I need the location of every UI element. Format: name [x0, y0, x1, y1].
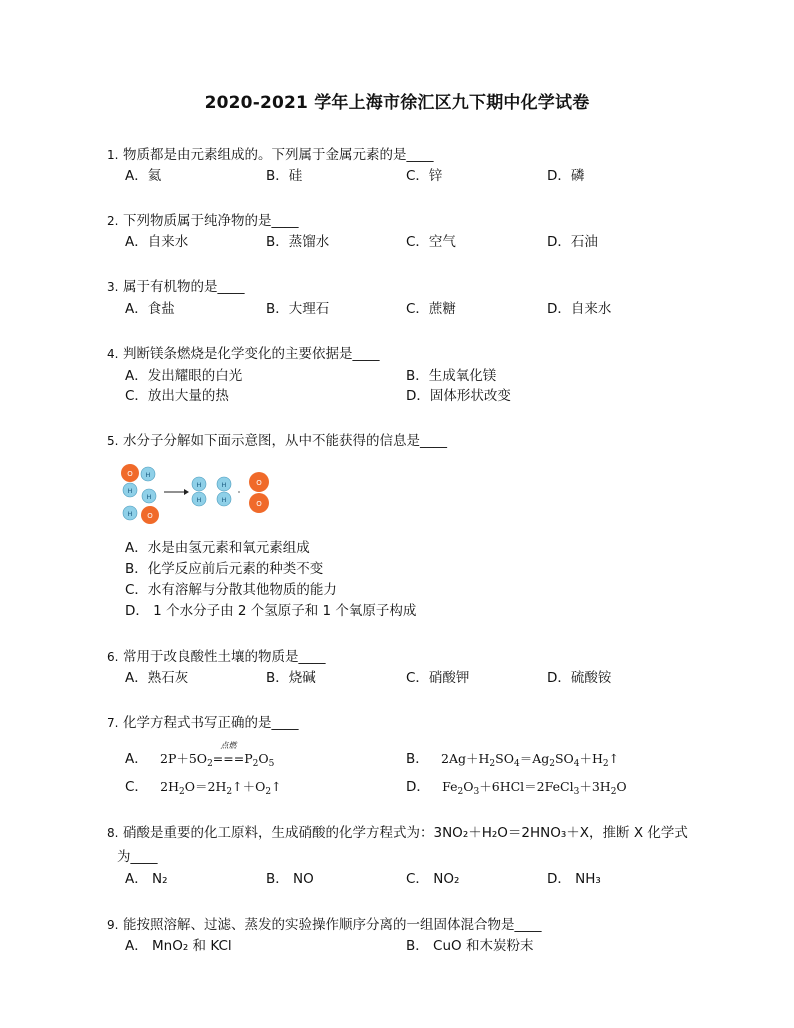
option-a[interactable]: A． MnO₂ 和 KCl: [125, 938, 232, 954]
question-number: 6.: [107, 650, 119, 664]
question-number: 7.: [107, 716, 119, 730]
option-d[interactable]: D．磷: [547, 168, 585, 184]
question-number: 8.: [107, 826, 119, 840]
question-9: [107, 916, 542, 934]
atom-label: O: [256, 479, 262, 487]
option-b[interactable]: B． CuO 和木炭粉末: [406, 938, 534, 954]
option-a[interactable]: A．氦: [125, 168, 162, 184]
option-b[interactable]: [406, 750, 619, 770]
option-d[interactable]: D．固体形状改变: [406, 388, 511, 404]
question-number: 1.: [107, 148, 119, 162]
option-b[interactable]: B． NO: [266, 871, 314, 887]
question-1: [107, 146, 434, 164]
equation: $2P+5O_2===$ 点燃 $P_2O_5$: [152, 751, 274, 766]
question-5: [107, 432, 447, 450]
option-d[interactable]: D．自来水: [547, 301, 612, 317]
equation: $2Ag+H_2SO_4=Ag_2SO_4+H_2↑$: [433, 751, 620, 769]
question-8-continuation: 为____: [117, 849, 158, 865]
option-a[interactable]: A．发出耀眼的白光: [125, 368, 243, 384]
option-b[interactable]: B．化学反应前后元素的种类不变: [125, 561, 324, 577]
option-d[interactable]: D．硫酸铵: [547, 670, 612, 686]
option-d[interactable]: D．石油: [547, 234, 598, 250]
arrow-head: [184, 489, 189, 495]
option-c[interactable]: C．蔗糖: [406, 301, 456, 317]
atom-label: H: [145, 471, 151, 479]
option-b[interactable]: B．烧碱: [266, 670, 316, 686]
option-d[interactable]: D． NH₃: [547, 871, 601, 887]
question-6: [107, 648, 326, 666]
option-d[interactable]: [406, 778, 627, 798]
question-number: 3.: [107, 280, 119, 294]
atom-label: H: [127, 487, 133, 495]
question-stem: 常用于改良酸性土壤的物质是____: [123, 649, 326, 665]
option-a[interactable]: A．水是由氢元素和氧元素组成: [125, 540, 310, 556]
atom-label: O: [147, 512, 153, 520]
question-8: [107, 824, 688, 842]
question-2: [107, 212, 299, 230]
atom-label: H: [196, 481, 202, 489]
question-stem: 硝酸是重要的化工原料，生成硝酸的化学方程式为：3NO₂＋H₂O＝2HNO₃＋X，推断 X 化学式: [123, 825, 688, 841]
question-number: 4.: [107, 347, 119, 361]
option-b[interactable]: B．生成氧化镁: [406, 368, 497, 384]
option-d[interactable]: D． 1 个水分子由 2 个氢原子和 1 个氧原子构成: [125, 603, 417, 619]
option-a[interactable]: A．熟石灰: [125, 670, 189, 686]
question-stem: 物质都是由元素组成的。下列属于金属元素的是____: [123, 147, 434, 163]
atom-label: H: [146, 493, 152, 501]
option-c[interactable]: C．硝酸钾: [406, 670, 470, 686]
atom-label: H: [196, 496, 202, 504]
option-b[interactable]: B．硅: [266, 168, 303, 184]
option-c[interactable]: [125, 778, 282, 798]
equation: $Fe_2O_3+6HCl=2FeCl_3+3H_2O$: [434, 779, 627, 797]
option-c[interactable]: C．空气: [406, 234, 456, 250]
question-stem: 能按照溶解、过滤、蒸发的实验操作顺序分离的一组固体混合物是____: [123, 917, 542, 933]
question-stem: 下列物质属于纯净物的是____: [123, 213, 299, 229]
option-c[interactable]: C． NO₂: [406, 871, 460, 887]
option-b[interactable]: B．大理石: [266, 301, 330, 317]
question-number: 5.: [107, 434, 119, 448]
question-number: 9.: [107, 918, 119, 932]
atom-label: H: [221, 496, 227, 504]
question-number: 2.: [107, 214, 119, 228]
plus-dot: [238, 491, 240, 493]
option-a[interactable]: A．自来水: [125, 234, 189, 250]
equation: $2H_2O=2H_2↑+O_2↑$: [152, 779, 282, 797]
reaction-condition: 点燃: [220, 741, 237, 750]
question-stem: 化学方程式书写正确的是____: [123, 715, 299, 731]
option-letter: B．: [406, 751, 429, 767]
option-c[interactable]: C．放出大量的热: [125, 388, 229, 404]
question-stem: 属于有机物的是____: [123, 279, 245, 295]
option-c[interactable]: C．锌: [406, 168, 443, 184]
atom-label: O: [127, 470, 133, 478]
atom-label: H: [127, 510, 133, 518]
atom-label: O: [256, 500, 262, 508]
option-c[interactable]: C．水有溶解与分散其他物质的能力: [125, 582, 337, 598]
question-stem: 判断镁条燃烧是化学变化的主要依据是____: [123, 346, 380, 362]
option-letter: C．: [125, 779, 148, 795]
page-title: 2020-2021 学年上海市徐汇区九下期中化学试卷: [204, 93, 590, 113]
option-letter: A．: [125, 751, 148, 767]
water-decomposition-diagram: [114, 458, 284, 528]
atom-label: H: [221, 481, 227, 489]
question-4: [107, 345, 380, 363]
option-a[interactable]: A． N₂: [125, 871, 168, 887]
question-7: [107, 714, 299, 732]
question-3: [107, 278, 245, 296]
option-a[interactable]: [125, 741, 275, 770]
option-letter: D．: [406, 779, 430, 795]
option-b[interactable]: B．蒸馏水: [266, 234, 330, 250]
option-a[interactable]: A．食盐: [125, 301, 175, 317]
question-stem: 水分子分解如下面示意图，从中不能获得的信息是____: [123, 433, 447, 449]
